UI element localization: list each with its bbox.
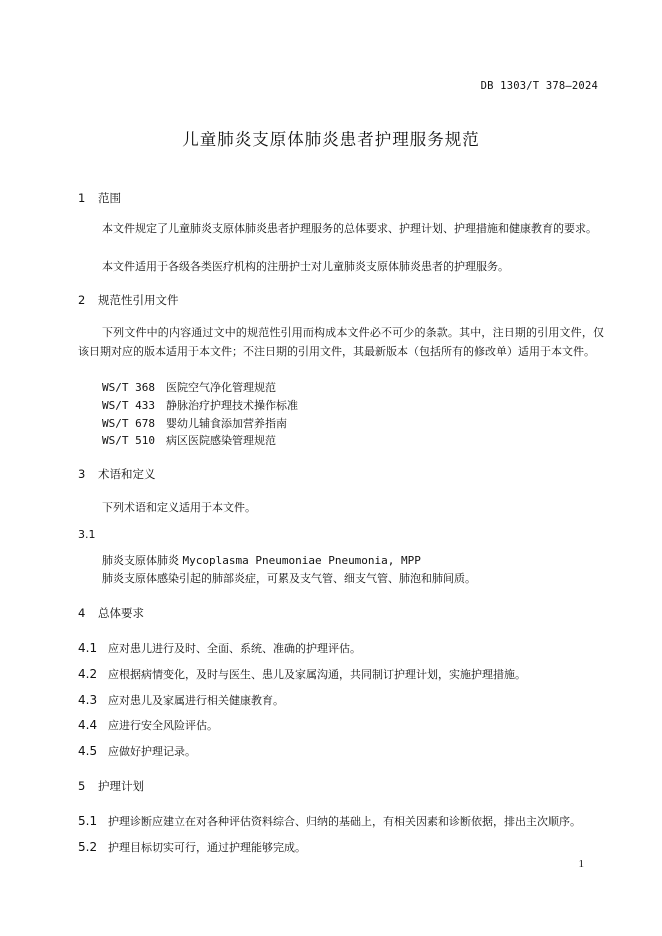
term-english: Mycoplasma Pneumoniae Pneumonia, MPP (182, 554, 421, 567)
clause-text: 护理目标切实可行，通过护理能够完成。 (108, 841, 306, 854)
section-number: 1 (78, 191, 86, 205)
reference-name: 静脉治疗护理技术操作标准 (166, 399, 298, 412)
reference-item (102, 432, 276, 448)
paragraph: 本文件规定了儿童肺炎支原体肺炎患者护理服务的总体要求、护理计划、护理措施和健康教育的要求。 (102, 222, 597, 235)
clause-text: 应进行安全风险评估。 (108, 719, 218, 732)
section-2-heading (78, 292, 179, 308)
section-title: 总体要求 (98, 606, 144, 620)
section-4-heading (78, 605, 144, 621)
reference-code: WS/T 510 (102, 434, 155, 447)
clause-number: 4.2 (78, 667, 98, 681)
clause-text: 应做好护理记录。 (108, 745, 196, 758)
term-entry (102, 552, 421, 568)
reference-item (102, 415, 287, 431)
clause-text: 护理诊断应建立在对各种评估资料综合、归纳的基础上，有相关因素和诊断依据，排出主次顺序。 (108, 815, 581, 828)
reference-name: 婴幼儿辅食添加营养指南 (166, 417, 287, 430)
section-title: 范围 (98, 191, 121, 205)
reference-name: 病区医院感染管理规范 (166, 434, 276, 447)
reference-item (102, 397, 298, 413)
section-title: 护理计划 (98, 779, 144, 793)
paragraph: 下列术语和定义适用于本文件。 (102, 501, 256, 514)
paragraph: 本文件适用于各级各类医疗机构的注册护士对儿童肺炎支原体肺炎患者的护理服务。 (102, 260, 509, 273)
page-number: 1 (578, 858, 584, 870)
section-number: 2 (78, 293, 86, 307)
reference-item (102, 379, 276, 395)
clause-number: 4.5 (78, 744, 98, 758)
section-title: 术语和定义 (98, 467, 156, 481)
clause-text: 应根据病情变化，及时与医生、患儿及家属沟通，共同制订护理计划，实施护理措施。 (108, 668, 526, 681)
subsection-number (78, 528, 96, 541)
section-number: 3 (78, 467, 86, 481)
clause-number: 5.2 (78, 840, 98, 854)
document-title: 儿童肺炎支原体肺炎患者护理服务规范 (182, 130, 480, 149)
reference-name: 医院空气净化管理规范 (166, 381, 276, 394)
clause-item (78, 692, 284, 708)
clause-number: 4.3 (78, 693, 98, 707)
clause-number: 4.4 (78, 718, 98, 732)
term-chinese: 肺炎支原体肺炎 (102, 554, 179, 567)
reference-code: WS/T 368 (102, 381, 155, 394)
clause-text: 应对患儿及家属进行相关健康教育。 (108, 694, 284, 707)
clause-text: 应对患儿进行及时、全面、系统、准确的护理评估。 (108, 642, 361, 655)
section-number: 5 (78, 779, 86, 793)
section-number: 4 (78, 606, 86, 620)
section-1-heading (78, 190, 121, 206)
section-3-heading (78, 466, 156, 482)
section-title: 规范性引用文件 (98, 293, 179, 307)
clause-item (78, 813, 581, 829)
subsection-number-text: 3.1 (78, 528, 96, 541)
clause-item (78, 743, 196, 759)
reference-code: WS/T 678 (102, 417, 155, 430)
term-definition: 肺炎支原体感染引起的肺部炎症，可累及支气管、细支气管、肺泡和肺间质。 (102, 572, 476, 585)
clause-item (78, 666, 526, 682)
document-code: DB 1303/T 378—2024 (480, 80, 598, 92)
clause-number: 5.1 (78, 814, 98, 828)
section-5-heading (78, 778, 144, 794)
clause-item (78, 640, 361, 656)
clause-item (78, 839, 306, 855)
reference-code: WS/T 433 (102, 399, 155, 412)
clause-item (78, 717, 218, 733)
clause-number: 4.1 (78, 641, 98, 655)
paragraph: 下列文件中的内容通过文中的规范性引用而构成本文件必不可少的条款。其中，注日期的引用文件，仅该日期对应的版本适用于本文件；不注日期的引用文件，其最新版本（包括所有的修改单）适用于本文件。 (78, 326, 604, 358)
